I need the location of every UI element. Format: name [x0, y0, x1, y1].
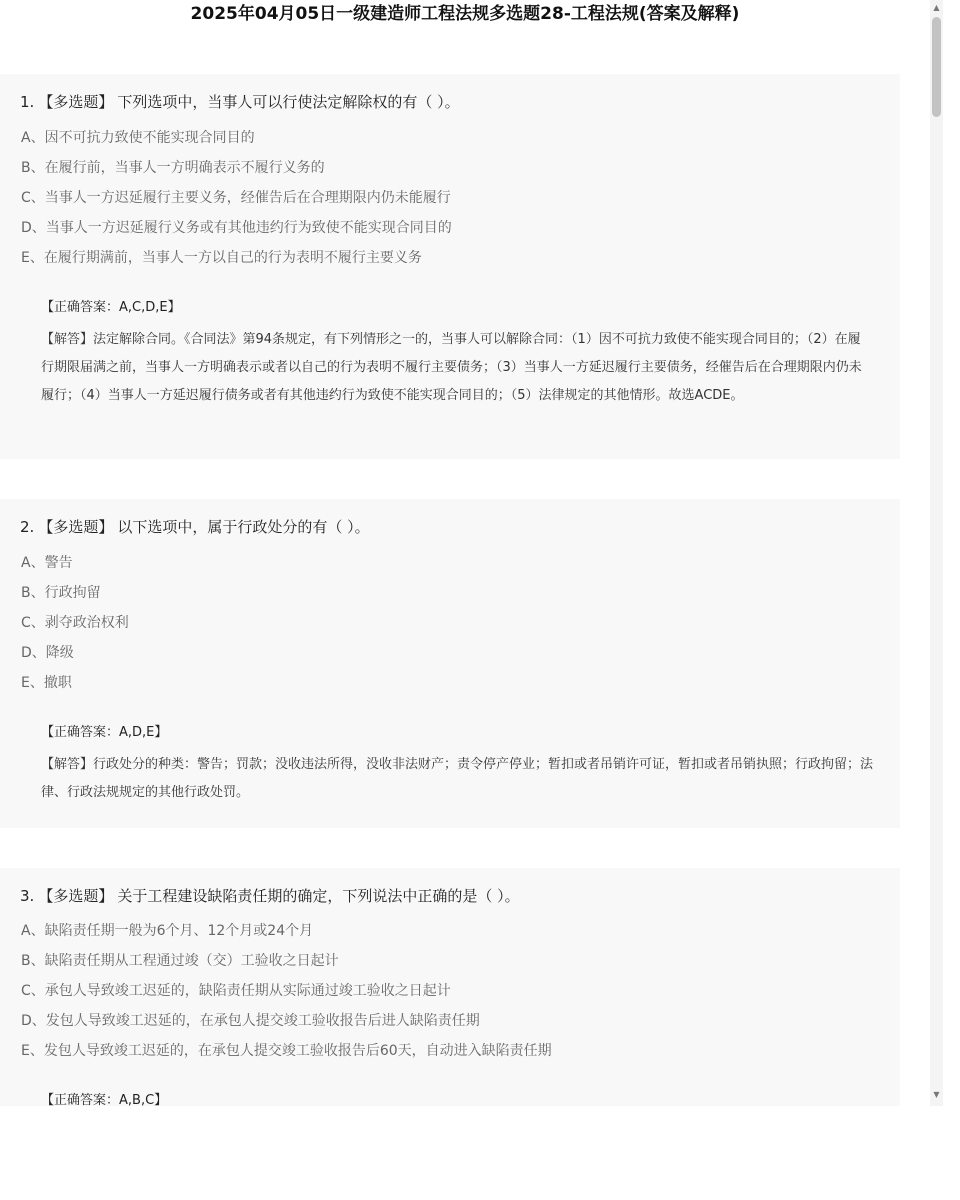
- question-type-tag: 【多选题】: [38, 93, 114, 111]
- question-header: [20, 885, 524, 906]
- option-a: A、因不可抗力致使不能实现合同目的: [21, 130, 255, 146]
- option-d: D、降级: [21, 645, 74, 661]
- answer-explanation: 【解答】法定解除合同。《合同法》第94条规定，有下列情形之一的，当事人可以解除合同：（1）因不可抗力致使不能实现合同目的；（2）在履行期限届满之前，当事人一方明确表示或者以自己的行为表明不履行主要债务；（3）当事人一方延迟履行主要债务，经催告后在合理期限内仍未履行；（4）当事人一方延迟履行债务或者有其他违约行为致使不能实现合同目的；（5）法律规定的其他情形。故选ACDE。: [41, 332, 862, 403]
- question-card-3: [0, 868, 900, 1106]
- vertical-scrollbar[interactable]: [930, 0, 943, 1106]
- option-d: D、发包人导致竣工迟延的，在承包人提交竣工验收报告后进人缺陷责任期: [21, 1013, 480, 1029]
- option-d: D、当事人一方迟延履行义务或有其他违约行为致使不能实现合同目的: [21, 220, 452, 236]
- question-text: 关于工程建设缺陷责任期的确定，下列说法中正确的是（ ）。: [117, 887, 520, 905]
- option-a: A、缺陷责任期一般为6个月、12个月或24个月: [21, 923, 314, 939]
- question-number: 3.: [20, 887, 35, 905]
- question-number: 2.: [20, 518, 35, 536]
- question-number: 1.: [20, 93, 35, 111]
- page-title: 2025年04月05日一级建造师工程法规多选题28-工程法规(答案及解释): [190, 4, 740, 24]
- option-c: C、当事人一方迟延履行主要义务，经催告后在合理期限内仍未能履行: [21, 190, 451, 206]
- option-b: B、缺陷责任期从工程通过竣（交）工验收之日起计: [21, 953, 339, 969]
- option-a: A、警告: [21, 555, 73, 571]
- option-b: B、在履行前，当事人一方明确表示不履行义务的: [21, 160, 325, 176]
- question-header: [20, 91, 464, 112]
- option-e: E、发包人导致竣工迟延的，在承包人提交竣工验收报告后60天，自动进入缺陷责任期: [21, 1043, 552, 1059]
- scrollbar-thumb[interactable]: [932, 17, 941, 117]
- answer-explanation: 【解答】行政处分的种类：警告；罚款；没收违法所得，没收非法财产；责令停产停业；暂扣或者吊销许可证，暂扣或者吊销执照；行政拘留；法律、行政法规规定的其他行政处罚。: [41, 757, 874, 800]
- question-card-1: [0, 74, 900, 459]
- correct-answer: 【正确答案：A,C,D,E】: [41, 300, 181, 315]
- option-e: E、在履行期满前，当事人一方以自己的行为表明不履行主要义务: [21, 250, 422, 266]
- scroll-up-arrow-icon[interactable]: ▲: [933, 3, 940, 12]
- question-text: 以下选项中，属于行政处分的有（ ）。: [117, 518, 370, 536]
- question-type-tag: 【多选题】: [38, 887, 114, 905]
- question-card-2: [0, 499, 900, 828]
- scroll-down-arrow-icon[interactable]: ▼: [933, 1090, 940, 1099]
- question-header: [20, 516, 374, 537]
- option-e: E、撤职: [21, 675, 72, 691]
- option-c: C、承包人导致竣工迟延的，缺陷责任期从实际通过竣工验收之日起计: [21, 983, 451, 999]
- question-type-tag: 【多选题】: [38, 518, 114, 536]
- option-c: C、剥夺政治权利: [21, 615, 129, 631]
- correct-answer: 【正确答案：A,D,E】: [41, 725, 168, 740]
- question-text: 下列选项中，当事人可以行使法定解除权的有（ ）。: [117, 93, 460, 111]
- option-b: B、行政拘留: [21, 585, 101, 601]
- correct-answer: 【正确答案：A,B,C】: [41, 1093, 168, 1106]
